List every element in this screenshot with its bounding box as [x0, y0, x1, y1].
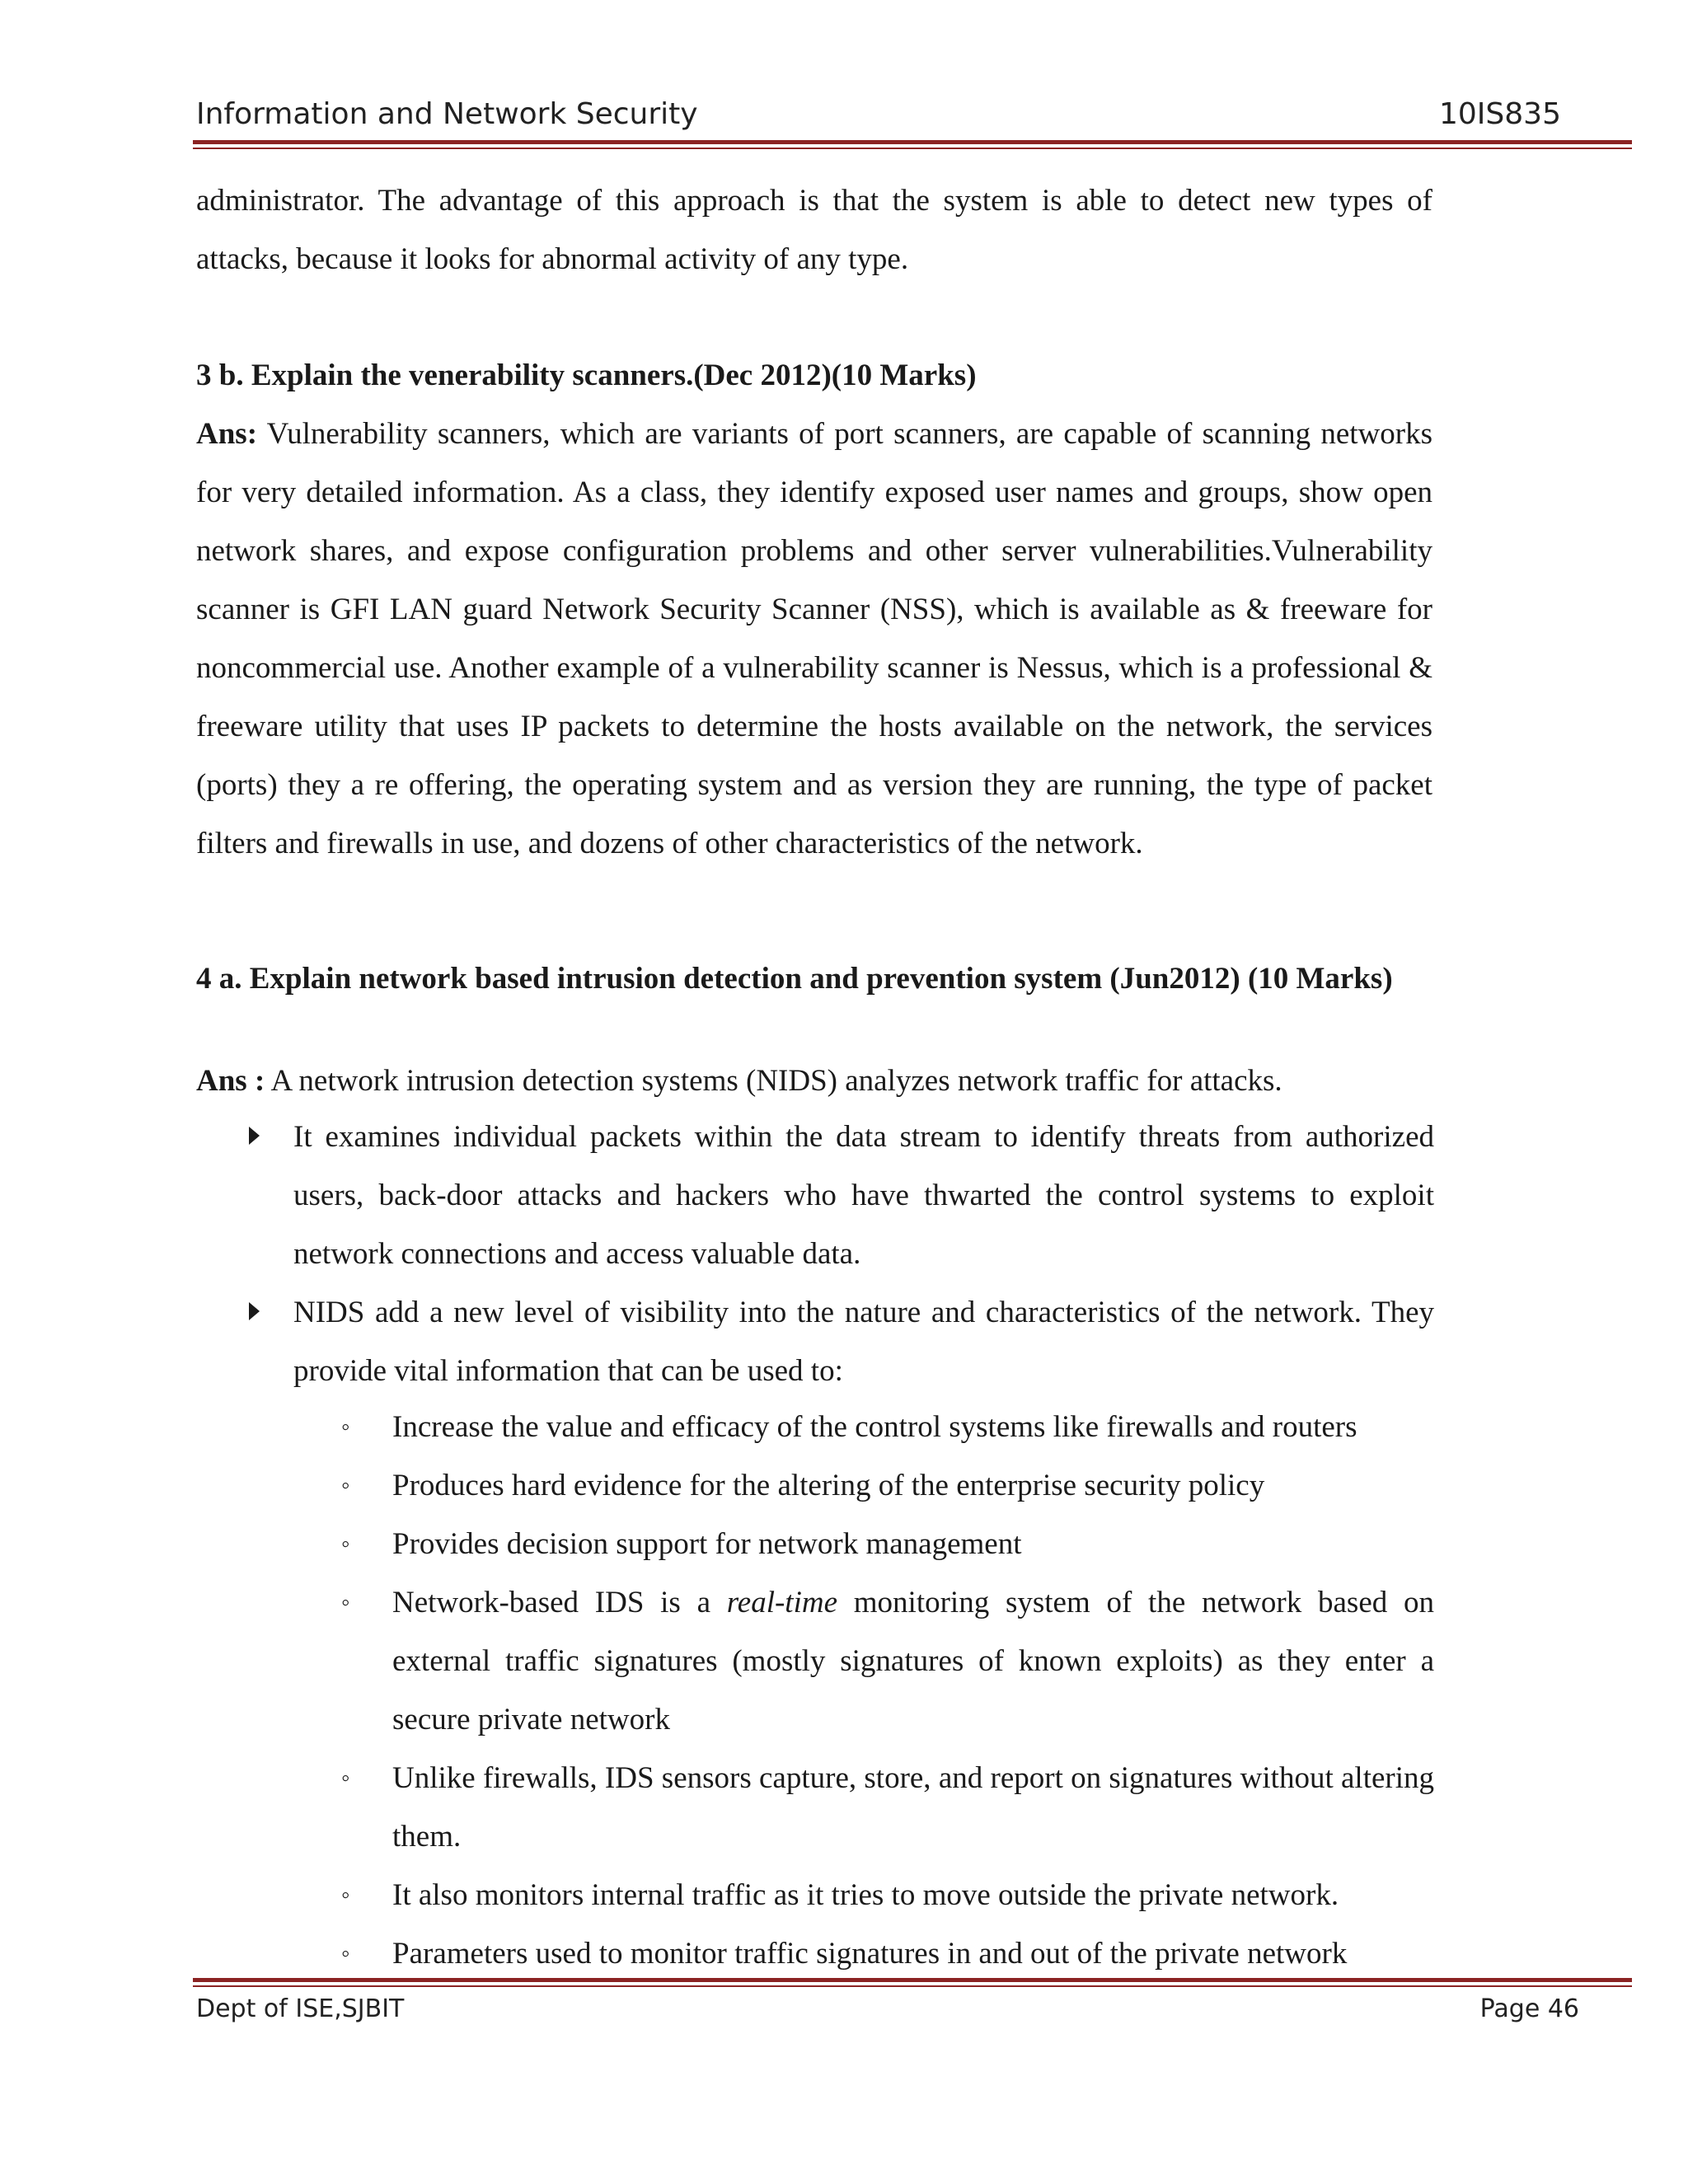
footer-page-number: Page 46 [1479, 1994, 1579, 2023]
q3b-heading [196, 346, 1432, 405]
bullet-text: It examines individual packets within the data stream to identify threats from authorized users, back-door attacks and hackers who have thwarted the control systems to exploit network connections and access valuable data. [293, 1120, 1434, 1271]
circle-bullet-icon: ◦ [341, 1530, 350, 1558]
sub-bullet-text: Unlike firewalls, IDS sensors capture, store, and report on signatures without altering them. [392, 1761, 1434, 1854]
header-course-code: 10IS835 [1439, 97, 1561, 131]
circle-bullet-icon: ◦ [341, 1472, 350, 1499]
q3b-ans-label: Ans: [196, 417, 258, 451]
sub-bullet-text: Provides decision support for network management [392, 1527, 1022, 1561]
circle-bullet-icon: ◦ [341, 1413, 350, 1441]
bullet-item [247, 1283, 1434, 1400]
circle-bullet-icon: ◦ [341, 1589, 350, 1616]
q4a-sub-bullet-list [338, 1398, 1434, 1983]
footer-department: Dept of ISE,SJBIT [196, 1994, 405, 2023]
sub-bullet-item [338, 1749, 1434, 1866]
q3b-answer [196, 405, 1432, 873]
sub-bullet-item [338, 1398, 1434, 1456]
sub-bullet-text: Increase the value and efficacy of the control systems like firewalls and routers [392, 1410, 1357, 1444]
triangle-bullet-icon [247, 1283, 264, 1342]
bullet-item [247, 1108, 1434, 1283]
q3b-heading-text: 3 b. Explain the venerability scanners.(Dec 2012)(10 Marks) [196, 359, 977, 392]
q4a-ans-text: A network intrusion detection systems (NIDS) analyzes network traffic for attacks. [265, 1064, 1282, 1098]
intro-paragraph: administrator. The advantage of this approach is that the system is able to detect new types of attacks, because it looks for abnormal activity of any type. [196, 184, 1432, 276]
circle-bullet-icon: ◦ [341, 1940, 350, 1967]
q4a-answer [196, 1052, 1548, 1110]
q4a-heading-text: 4 a. Explain network based intrusion detection and prevention system (Jun2012) (10 Marks) [196, 962, 1393, 996]
sub-bullet-item [338, 1573, 1434, 1749]
bullet-text: NIDS add a new level of visibility into the nature and characteristics of the network. They provide vital information that can be used to: [293, 1296, 1434, 1388]
sub-bullet-text-post: monitoring system of the network based on external traffic signatures (mostly signatures of known exploits) as they enter a secure private network [392, 1586, 1434, 1736]
sub-bullet-emphasis: real-time [726, 1586, 838, 1619]
triangle-bullet-icon [247, 1108, 264, 1166]
header-rule-thin [193, 148, 1632, 149]
footer-rule [193, 1978, 1632, 1982]
sub-bullet-item [338, 1866, 1434, 1924]
sub-bullet-item [338, 1924, 1434, 1983]
sub-bullet-text-pre: Network-based IDS is a [392, 1586, 727, 1619]
sub-bullet-item [338, 1515, 1434, 1573]
q4a-ans-label: Ans : [196, 1064, 265, 1098]
q4a-heading [196, 949, 1548, 1008]
sub-bullet-item [338, 1456, 1434, 1515]
footer-rule-thin [193, 1985, 1632, 1987]
circle-bullet-icon: ◦ [341, 1765, 350, 1792]
sub-bullet-text: Parameters used to monitor traffic signatures in and out of the private network [392, 1937, 1348, 1971]
circle-bullet-icon: ◦ [341, 1882, 350, 1909]
q3b-ans-text: Vulnerability scanners, which are variants of port scanners, are capable of scanning networks for very detailed information. As a class, they identify exposed user names and groups, show open network shares, and expose configuration problems and other server vulnerabilities.Vulnerability scanner is GFI LAN guard Network Security Scanner (NSS), which is available as & freeware for noncommercial use. Another example of a vulnerability scanner is Nessus, which is a professional & freeware utility that uses IP packets to determine the hosts available on the network, the services (ports) they a re offering, the operating system and as version they are running, the type of packet filters and firewalls in use, and dozens of other characteristics of the network. [196, 417, 1432, 860]
sub-bullet-text: Produces hard evidence for the altering of the enterprise security policy [392, 1469, 1265, 1502]
header-title: Information and Network Security [196, 97, 698, 131]
header-rule [193, 140, 1632, 144]
sub-bullet-text: It also monitors internal traffic as it tries to move outside the private network. [392, 1878, 1339, 1912]
q4a-bullet-list [247, 1108, 1434, 1400]
